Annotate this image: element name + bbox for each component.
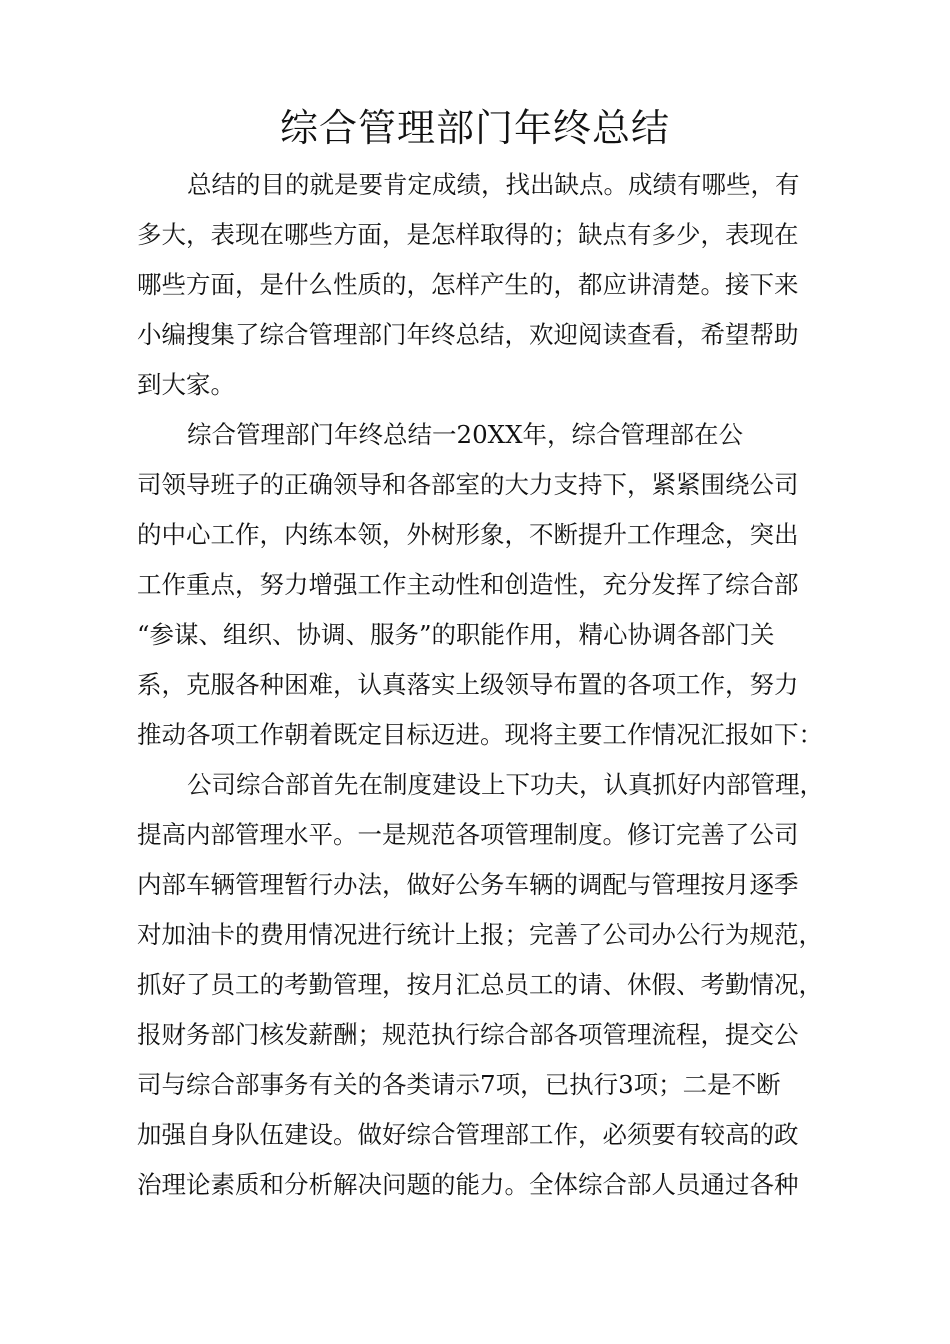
text-line: 提高内部管理水平。一是规范各项管理制度。修订完善了公司 — [137, 820, 799, 849]
text-line: 司领导班子的正确领导和各部室的大力支持下，紧紧围绕公司 — [137, 470, 799, 499]
text-line: 推动各项工作朝着既定目标迈进。现将主要工作情况汇报如下： — [137, 720, 823, 749]
document-body — [137, 160, 837, 1210]
text-line: 工作重点，努力增强工作主动性和创造性，充分发挥了综合部 — [137, 570, 799, 599]
text-line: 加强自身队伍建设。做好综合管理部工作，必须要有较高的政 — [137, 1120, 799, 1149]
text-line: “参谋、组织、协调、服务”的职能作用，精心协调各部门关 — [137, 620, 775, 649]
text-line: 抓好了员工的考勤管理，按月汇总员工的请、休假、考勤情况， — [137, 970, 823, 999]
text-line: 哪些方面，是什么性质的，怎样产生的，都应讲清楚。接下来 — [137, 270, 799, 299]
text-line: 对加油卡的费用情况进行统计上报；完善了公司办公行为规范， — [137, 920, 823, 949]
text-line: 系，克服各种困难，认真落实上级领导布置的各项工作，努力 — [137, 670, 799, 699]
text-line: 公司综合部首先在制度建设上下功夫，认真抓好内部管理， — [187, 770, 824, 799]
text-line: 报财务部门核发薪酬；规范执行综合部各项管理流程，提交公 — [137, 1020, 799, 1049]
text-line: 到大家。 — [137, 370, 235, 399]
text-line: 小编搜集了综合管理部门年终总结，欢迎阅读查看，希望帮助 — [137, 320, 799, 349]
text-line: 内部车辆管理暂行办法，做好公务车辆的调配与管理按月逐季 — [137, 870, 799, 899]
text-line: 综合管理部门年终总结一20XX年，综合管理部在公 — [187, 420, 744, 449]
text-line: 多大，表现在哪些方面，是怎样取得的；缺点有多少，表现在 — [137, 220, 799, 249]
document-title: 综合管理部门年终总结 — [279, 106, 670, 150]
text-line: 治理论素质和分析解决问题的能力。全体综合部人员通过各种 — [137, 1170, 799, 1199]
text-line: 总结的目的就是要肯定成绩，找出缺点。成绩有哪些，有 — [187, 170, 800, 199]
text-line: 司与综合部事务有关的各类请示7项，已执行3项；二是不断 — [137, 1070, 781, 1099]
text-line: 的中心工作，内练本领，外树形象，不断提升工作理念，突出 — [137, 520, 799, 549]
